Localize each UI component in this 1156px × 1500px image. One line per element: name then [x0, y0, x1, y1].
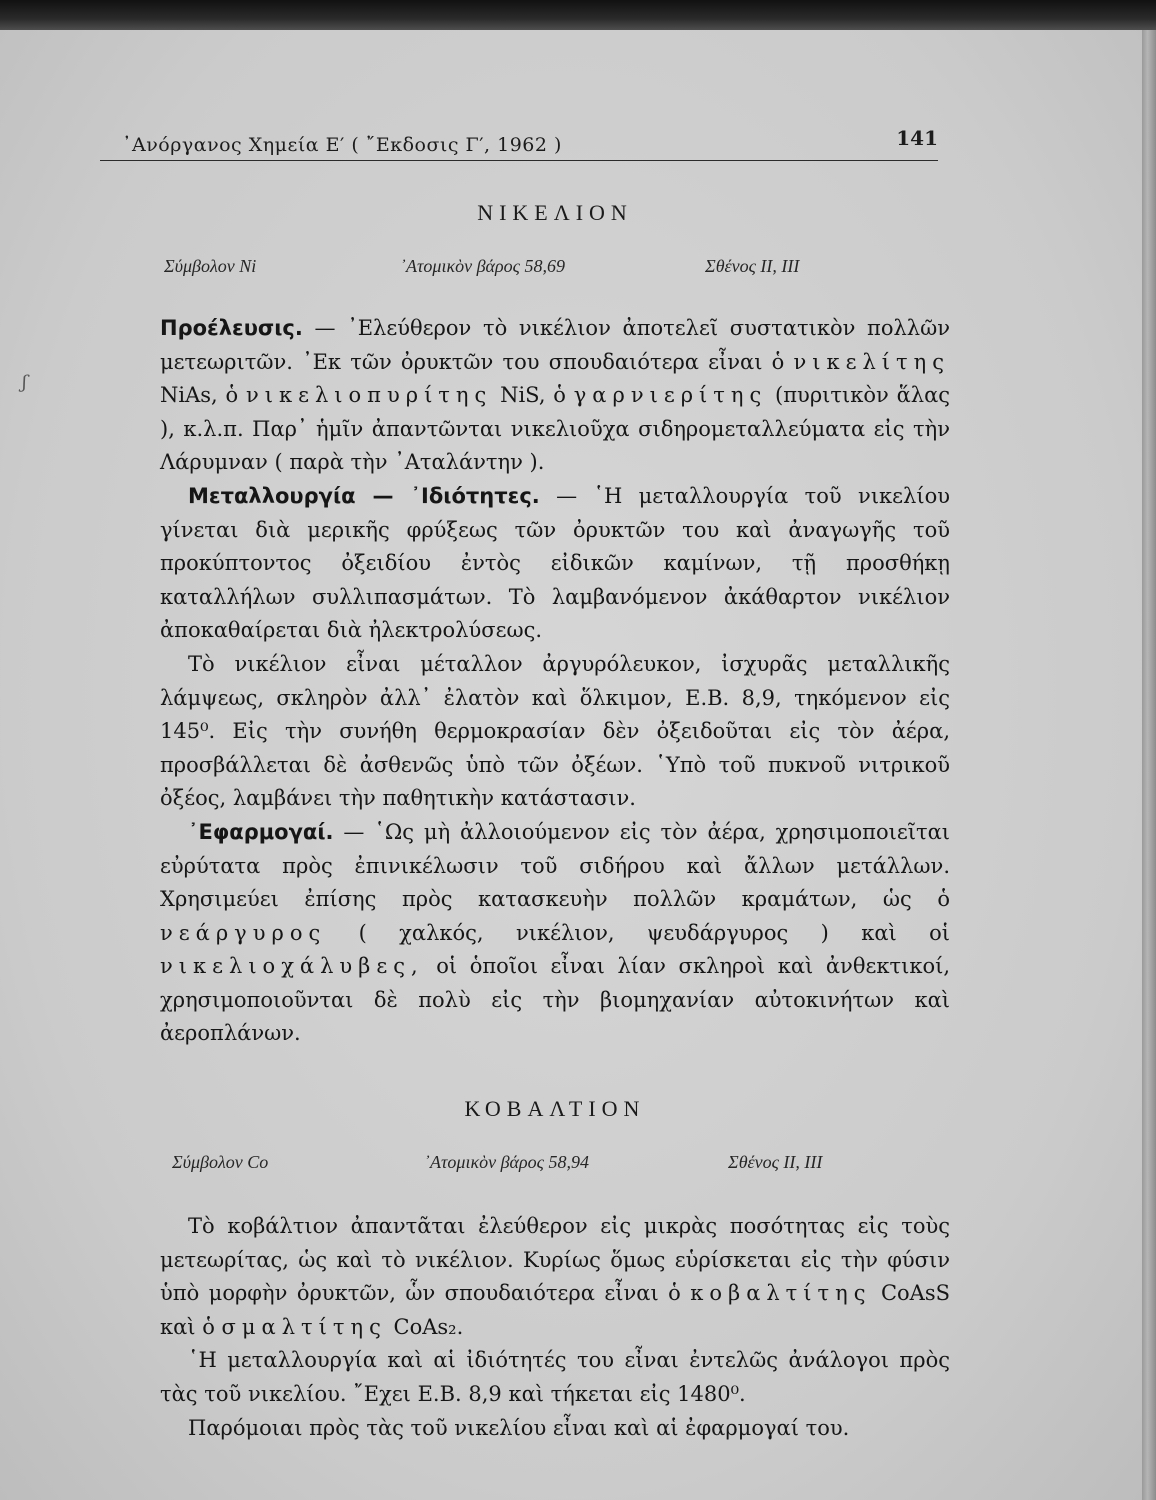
term-nickelite: νικελίτης [793, 349, 950, 374]
term-cobaltite: κοβαλτίτης [690, 1281, 872, 1306]
nickel-metallurgy-paragraph: Μεταλλουργία — ᾿Ιδιότητες. — ῾Η μεταλλουργία τοῦ νικελίου γίνεται διὰ μερικῆς φρύξεως τῶν ὀρυκτῶν του καὶ ἀναγωγῆς τοῦ προκύπτοντος ὀξειδίου ἐντὸς εἰδικῶν καμίνων, τῇ προσθήκῃ καταλλήλων συλλιπασμάτων. Τὸ λαμβανόμενον ἀκάθαρτον νικέλιον ἀποκαθαίρεται διὰ ἠλεκτρολύσεως. [160, 483, 951, 643]
nickel-applications-paragraph: ᾿Εφαρμογαί. — ῾Ως μὴ ἀλλοιούμενον εἰς τὸν ἀέρα, χρησιμοποιεῖται εὐρύτατα πρὸς ἐπινικέλωσιν τοῦ σιδήρου καὶ ἄλλων μετάλλων. Χρησιμεύει ἐπίσης πρὸς κατασκευὴν πολλῶν κραμάτων, ὡς ὁ νεάργυρος ( χαλκός, νικέλιον, ψευδάργυρος ) καὶ οἱ νικελιοχάλυβες, οἱ ὁποῖοι εἶναι λίαν σκληροὶ καὶ ἀνθεκτικοί, χρησιμοποιοῦνται δὲ πολὺ εἰς τὴν βιομηχανίαν αὐτοκινήτων καὶ ἀεροπλάνων. [160, 819, 950, 1046]
origin-heading: Προέλευσις. [160, 316, 303, 340]
term-garnierite: γαρνιερίτης [573, 383, 768, 408]
running-title: ᾿Ανόργανος Χημεία Ε′ ( ῎Εκδοσις Γ′, 1962 ) [122, 134, 562, 156]
applications-heading: ᾿Εφαρμογαί. [188, 819, 334, 844]
metallurgy-heading: Μεταλλουργία — ᾿Ιδιότητες. [188, 483, 540, 508]
nickel-properties-paragraph: Τὸ νικέλιον εἶναι μέταλλον ἀργυρόλευκον, ἰσχυρᾶς μεταλλικῆς λάμψεως, σκληρὸν ἀλλ᾿ ἐλατὸν καὶ ὅλκιμον, Ε.Β. 8,9, τηκόμενον εἰς 145⁰. Εἰς τὴν συνήθη θερμοκρασίαν δὲν ὀξειδοῦται εἰς τὸν ἀέρα, προσβάλλεται δὲ ἀσθενῶς ὑπὸ τῶν ὀξέων. ῾Υπὸ τοῦ πυκνοῦ νιτρικοῦ ὀξέος, λαμβάνει τὴν παθητικὴν κατάστασιν. [160, 651, 950, 811]
cobalt-applications-paragraph: Παρόμοιαι πρὸς τὰς τοῦ νικελίου εἶναι καὶ αἱ ἐφαρμογαί του. [188, 1415, 850, 1440]
cobalt-symbol: Σύμβολον Co [172, 1152, 269, 1172]
running-header [100, 118, 938, 161]
nickel-symbol: Σύμβολον Νi [164, 256, 257, 276]
nickel-title: ΝΙΚΕΛΙΟΝ [477, 200, 633, 225]
page-edge [1142, 30, 1156, 1500]
term-nickel-silver: νεάργυρος [160, 920, 327, 945]
cobalt-title: ΚΟΒΑΛΤΙΟΝ [464, 1096, 646, 1121]
margin-pencil-mark: ʃ [22, 372, 27, 393]
nickel-body [160, 312, 950, 1051]
term-nickel-pyrite: νικελιοπυρίτης [245, 383, 493, 408]
scan-top-border [0, 0, 1156, 34]
nickel-valence: Σθένος ΙΙ, ΙΙΙ [705, 256, 800, 276]
cobalt-body [160, 1210, 950, 1445]
cobalt-origin-paragraph: Τὸ κοβάλτιον ἀπαντᾶται ἐλεύθερον εἰς μικρὰς ποσότητας εἰς τοὺς μετεωρίτας, ὡς καὶ τὸ νικέλιον. Κυρίως ὅμως εὑρίσκεται εἰς τὴν φύσιν ὑπὸ μορφὴν ὀρυκτῶν, ὧν σπουδαιότερα εἶναι ὁ κοβαλτίτης CoAsS καὶ ὁ σμαλτίτης CoAs₂. [160, 1214, 950, 1339]
page-number: 141 [896, 126, 938, 150]
cobalt-metallurgy-paragraph: ῾Η μεταλλουργία καὶ αἱ ἰδιότητές του εἶναι ἐντελῶς ἀνάλογοι πρὸς τὰς τοῦ νικελίου. ῎Εχει Ε.Β. 8,9 καὶ τήκεται εἰς 1480⁰. [160, 1348, 950, 1406]
nickel-atomic-weight: ᾿Ατομικὸν βάρος 58,69 [400, 256, 565, 276]
cobalt-valence: Σθένος ΙΙ, ΙΙΙ [728, 1152, 823, 1172]
term-nickel-steels: νικελιοχάλυβες, [160, 954, 424, 979]
term-smaltite: σμαλτίτης [221, 1314, 387, 1339]
cobalt-atomic-weight: ᾿Ατομικὸν βάρος 58,94 [424, 1152, 589, 1172]
nickel-origin-paragraph: Προέλευσις. — ᾿Ελεύθερον τὸ νικέλιον ἀποτελεῖ συστατικὸν πολλῶν μετεωριτῶν. ᾿Εκ τῶν ὀρυκτῶν του σπουδαιότερα εἶναι ὁ νικελίτης NiAs, ὁ νικελιοπυρίτης NiS, ὁ γαρνιερίτης (πυριτικὸν ἅλας ), κ.λ.π. Παρ᾿ ἡμῖν ἀπαντῶνται νικελιοῦχα σιδηρομεταλλεύματα εἰς τὴν Λάρυμναν ( παρὰ τὴν ᾿Αταλάντην ). [160, 316, 951, 475]
